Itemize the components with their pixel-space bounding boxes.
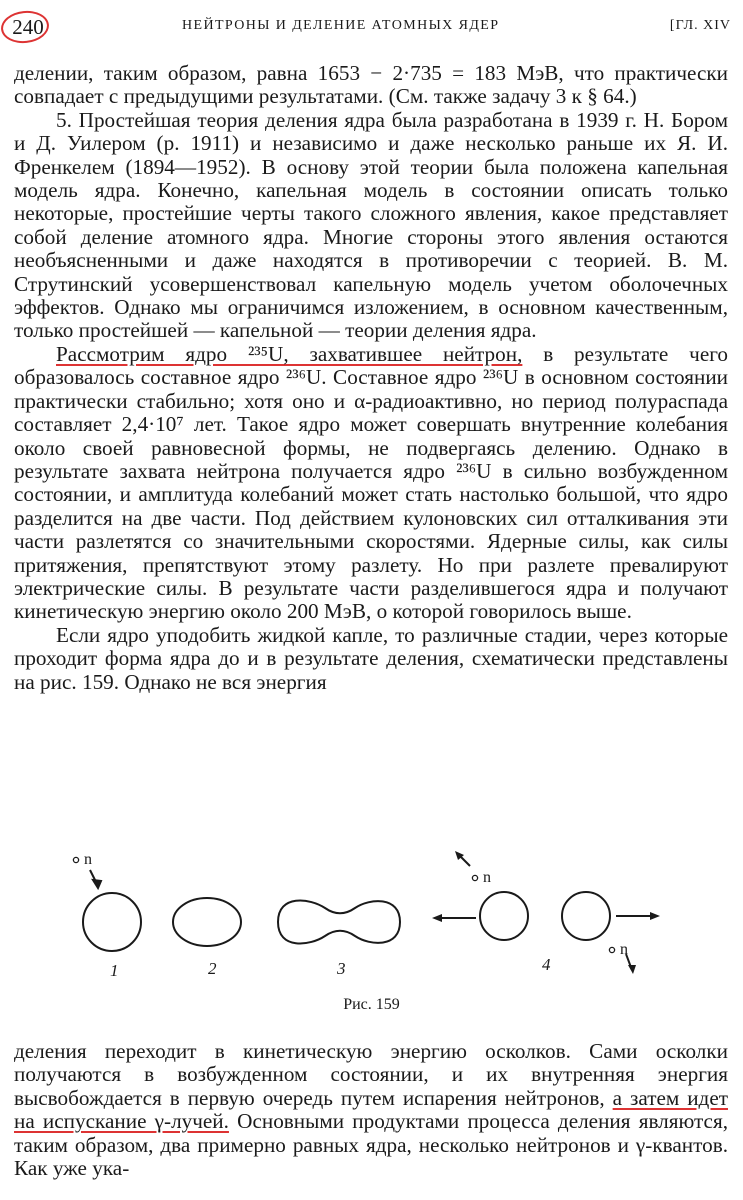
neutron-label-2: n <box>483 869 491 886</box>
paragraph-5-end: Основными продуктами процесса деления являются, таким образом, два примерно равных ядра, несколько нейтронов и γ-квантов. Как уже ука- <box>14 1109 728 1181</box>
text-block-top <box>14 62 728 694</box>
paragraph-3 <box>14 343 728 624</box>
stage-1-sphere <box>83 893 141 951</box>
arrowhead-bottom <box>628 965 636 974</box>
neutron-label-3: n <box>620 941 628 958</box>
stage-3-neck-shape <box>278 900 400 943</box>
stage-4-fragment-right <box>562 892 610 940</box>
neutron-dot-1 <box>73 857 78 862</box>
figure-caption: Рис. 159 <box>343 996 400 1013</box>
stage-label-4: 4 <box>542 955 551 974</box>
paragraph-2: 5. Простейшая теория деления ядра была разработана в 1939 г. Н. Бором и Д. Уилером (р. 1911) и независимо и даже несколько раньше их Я. И. Френкелем (1894—1952). В основу этой теории была положена капельная модель ядра. Конечно, капельная модель в состоянии описать только некоторые, простейшие черты такого сложного явления, какое представляет собой деление атомного ядра. Многие стороны этого явления остаются необъясненными и даже находятся в противоречии с теорией. В. М. Струтинский усовершенствовал капельную модель учетом оболочечных эффектов. Однако мы ограничимся изложением, в основном качественным, только простейшей — капельной — теории деления ядра. <box>14 107 728 343</box>
paragraph-5 <box>14 1040 728 1180</box>
underlined-sentence-1: Рассмотрим ядро ²³⁵U, захватившее нейтрон, <box>56 341 523 366</box>
neutron-dot-3 <box>609 947 614 952</box>
chapter-label: [ГЛ. XIV <box>669 18 731 33</box>
stage-label-2: 2 <box>208 959 217 978</box>
paragraph-1: делении, таким образом, равна 1653 − 2·735 = 183 МэВ, что практически совпадает с предыдущими результатами. (См. также задачу 3 к § 64.) <box>14 61 728 109</box>
stage-label-3: 3 <box>337 959 346 978</box>
page-number: 240 <box>12 15 44 39</box>
neutron-label-1: n <box>84 851 92 868</box>
paragraph-3-rest: в результате чего образовалось составное ядро ²³⁶U. Составное ядро ²³⁶U в основном состоянии практически стабильно; хотя оно и α-радиоактивно, но период полураспада составляет 2,4·10⁷ лет. Такое ядро может совершать внутренние колебания около своей равновесной формы, не подвергаясь делению. Однако в результате захвата нейтрона получается ядро ²³⁶U в сильно возбужденном состоянии, и амплитуда колебаний может стать настолько большой, что ядро разделится на две части. Под действием кулоновских сил отталкивания эти части разлетятся со значительными скоростями. Ядерные силы, как силы притяжения, препятствуют этому разлету. Но при разлете превалируют электрические силы. В результате части разделившегося ядра и получают кинетическую энергию около 200 МэВ, о которой говорилось выше. <box>14 341 728 624</box>
underlined-sentence-2: а затем идет на испускание γ-лучей. <box>14 1085 728 1134</box>
incoming-neutron-arrowhead <box>93 880 101 888</box>
arrowhead-left <box>432 914 442 922</box>
stage-4-fragment-left <box>480 892 528 940</box>
neutron-dot-2 <box>472 875 477 880</box>
paragraph-5-start: деления переходит в кинетическую энергию осколков. Сами осколки получаются в возбужденном состоянии, и их внутренняя энергия высвобождается в первую очередь путем испарения нейтронов, <box>14 1039 728 1110</box>
paragraph-4: Если ядро уподобить жидкой капле, то различные стадии, через которые проходит форма ядра до и в результате деления, схематически представлены на рис. 159. Однако не вся энергия <box>14 622 728 694</box>
arrowhead-right <box>650 912 660 920</box>
figure-159-droplet-stages <box>60 842 700 992</box>
page-header <box>0 8 743 48</box>
text-block-bottom <box>14 1040 728 1180</box>
running-title: НЕЙТРОНЫ И ДЕЛЕНИЕ АТОМНЫХ ЯДЕР <box>182 18 500 33</box>
stage-label-1: 1 <box>110 961 119 980</box>
stage-2-ellipsoid <box>173 898 241 946</box>
